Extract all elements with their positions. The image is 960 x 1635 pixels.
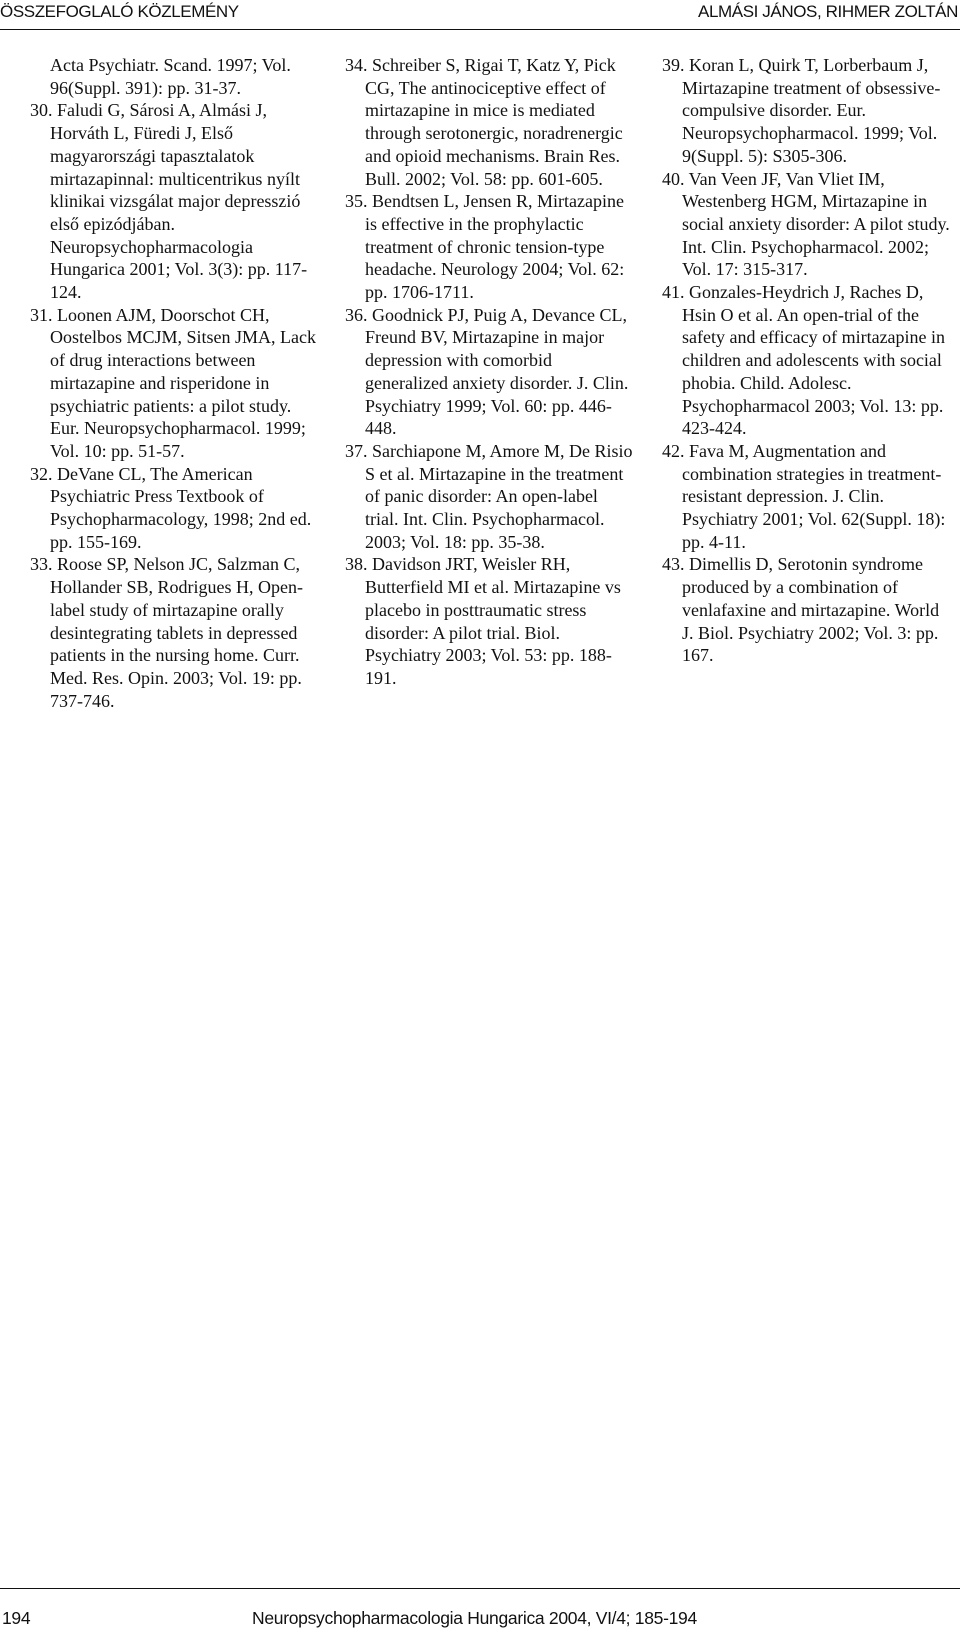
reference-32: 32. DeVane CL, The American Psychiatric Press Textbook of Psychopharmacology, 1998; 2nd ed. pp. 155-169.: [30, 463, 312, 552]
reference-column-1: [30, 54, 316, 712]
reference-column-2: [345, 54, 633, 690]
reference-37: 37. Sarchiapone M, Amore M, De Risio S et al. Mirtazapine in the treatment of panic disorder: An open-label trial. Int. Clin. Psychopharmacol. 2003; Vol. 18: pp. 35-38.: [345, 440, 633, 552]
reference-39: 39. Koran L, Quirk T, Lorberbaum J, Mirtazapine treatment of obsessive-compulsive disorder. Eur. Neuropsychopharmacol. 1999; Vol. 9(Suppl. 5): S305-306.: [662, 55, 941, 166]
header-rule: [0, 29, 960, 30]
journal-citation: Neuropsychopharmacologia Hungarica 2004, VI/4; 185-194: [252, 1608, 697, 1628]
reference-30: 30. Faludi G, Sárosi A, Almási J, Horváth L, Füredi J, Első magyarországi tapasztalatok mirtazapinnal: multicentrikus nyílt klinikai vizsgálat major depresszió első epizódjában. Neuropsychopharmacologia Hungarica 2001; Vol. 3(3): pp. 117-124.: [30, 100, 308, 303]
reference-38: 38. Davidson JRT, Weisler RH, Butterfield MI et al. Mirtazapine vs placebo in posttraumatic stress disorder: A pilot trial. Biol. Psychiatry 2003; Vol. 53: pp. 188-191.: [345, 554, 621, 688]
page-number: 194: [2, 1608, 31, 1628]
running-header: [0, 0, 960, 34]
reference-33: 33. Roose SP, Nelson JC, Salzman C, Hollander SB, Rodrigues H, Open-label study of mirtazapine orally desintegrating tablets in depressed patients in the nursing home. Curr. Med. Res. Opin. 2003; Vol. 19: pp. 737-746.: [30, 554, 303, 711]
reference-34: 34. Schreiber S, Rigai T, Katz Y, Pick CG, The antinociceptive effect of mirtazapine in mice is mediated through serotonergic, noradrenergic and opioid mechanisms. Brain Res. Bull. 2002; Vol. 58: pp. 601-605.: [345, 55, 623, 189]
reference-42: 42. Fava M, Augmentation and combination strategies in treatment-resistant depression. J. Clin. Psychiatry 2001; Vol. 62(Suppl. 18): pp. 4-11.: [662, 440, 946, 552]
reference-40: 40. Van Veen JF, Van Vliet IM, Westenberg HGM, Mirtazapine in social anxiety disorder: A pilot study. Int. Clin. Psychopharmacol. 2002; Vol. 17: 315-317.: [662, 168, 950, 280]
section-label: ÖSSZEFOGLALÓ KÖZLEMÉNY: [0, 2, 239, 21]
footer-rule: [0, 1588, 960, 1589]
reference-41: 41. Gonzales-Heydrich J, Raches D, Hsin O et al. An open-trial of the safety and efficacy of mirtazapine in children and adolescents with social phobia. Child. Adolesc. Psychopharmacol 2003; Vol. 13: pp. 423-424.: [662, 282, 946, 439]
reference-35: 35. Bendtsen L, Jensen R, Mirtazapine is effective in the prophylactic treatment of chronic tension-type headache. Neurology 2004; Vol. 62: pp. 1706-1711.: [345, 191, 625, 303]
header-authors: ALMÁSI JÁNOS, RIHMER ZOLTÁN: [698, 2, 958, 21]
reference-36: 36. Goodnick PJ, Puig A, Devance CL, Freund BV, Mirtazapine in major depression with comorbid generalized anxiety disorder. J. Clin. Psychiatry 1999; Vol. 60: pp. 446-448.: [345, 304, 629, 439]
reference-continuation: Acta Psychiatr. Scand. 1997; Vol. 96(Suppl. 391): pp. 31-37.: [50, 55, 291, 98]
reference-43: 43. Dimellis D, Serotonin syndrome produced by a combination of venlafaxine and mirtazapine. World J. Biol. Psychiatry 2002; Vol. 3: pp. 167.: [662, 554, 940, 666]
running-footer: [0, 1588, 960, 1635]
reference-column-3: [662, 54, 952, 667]
reference-31: 31. Loonen AJM, Doorschot CH, Oostelbos MCJM, Sitsen JMA, Lack of drug interactions between mirtazapine and risperidone in psychiatric patients: a pilot study. Eur. Neuropsychopharmacol. 1999; Vol. 10: pp. 51-57.: [30, 304, 317, 461]
